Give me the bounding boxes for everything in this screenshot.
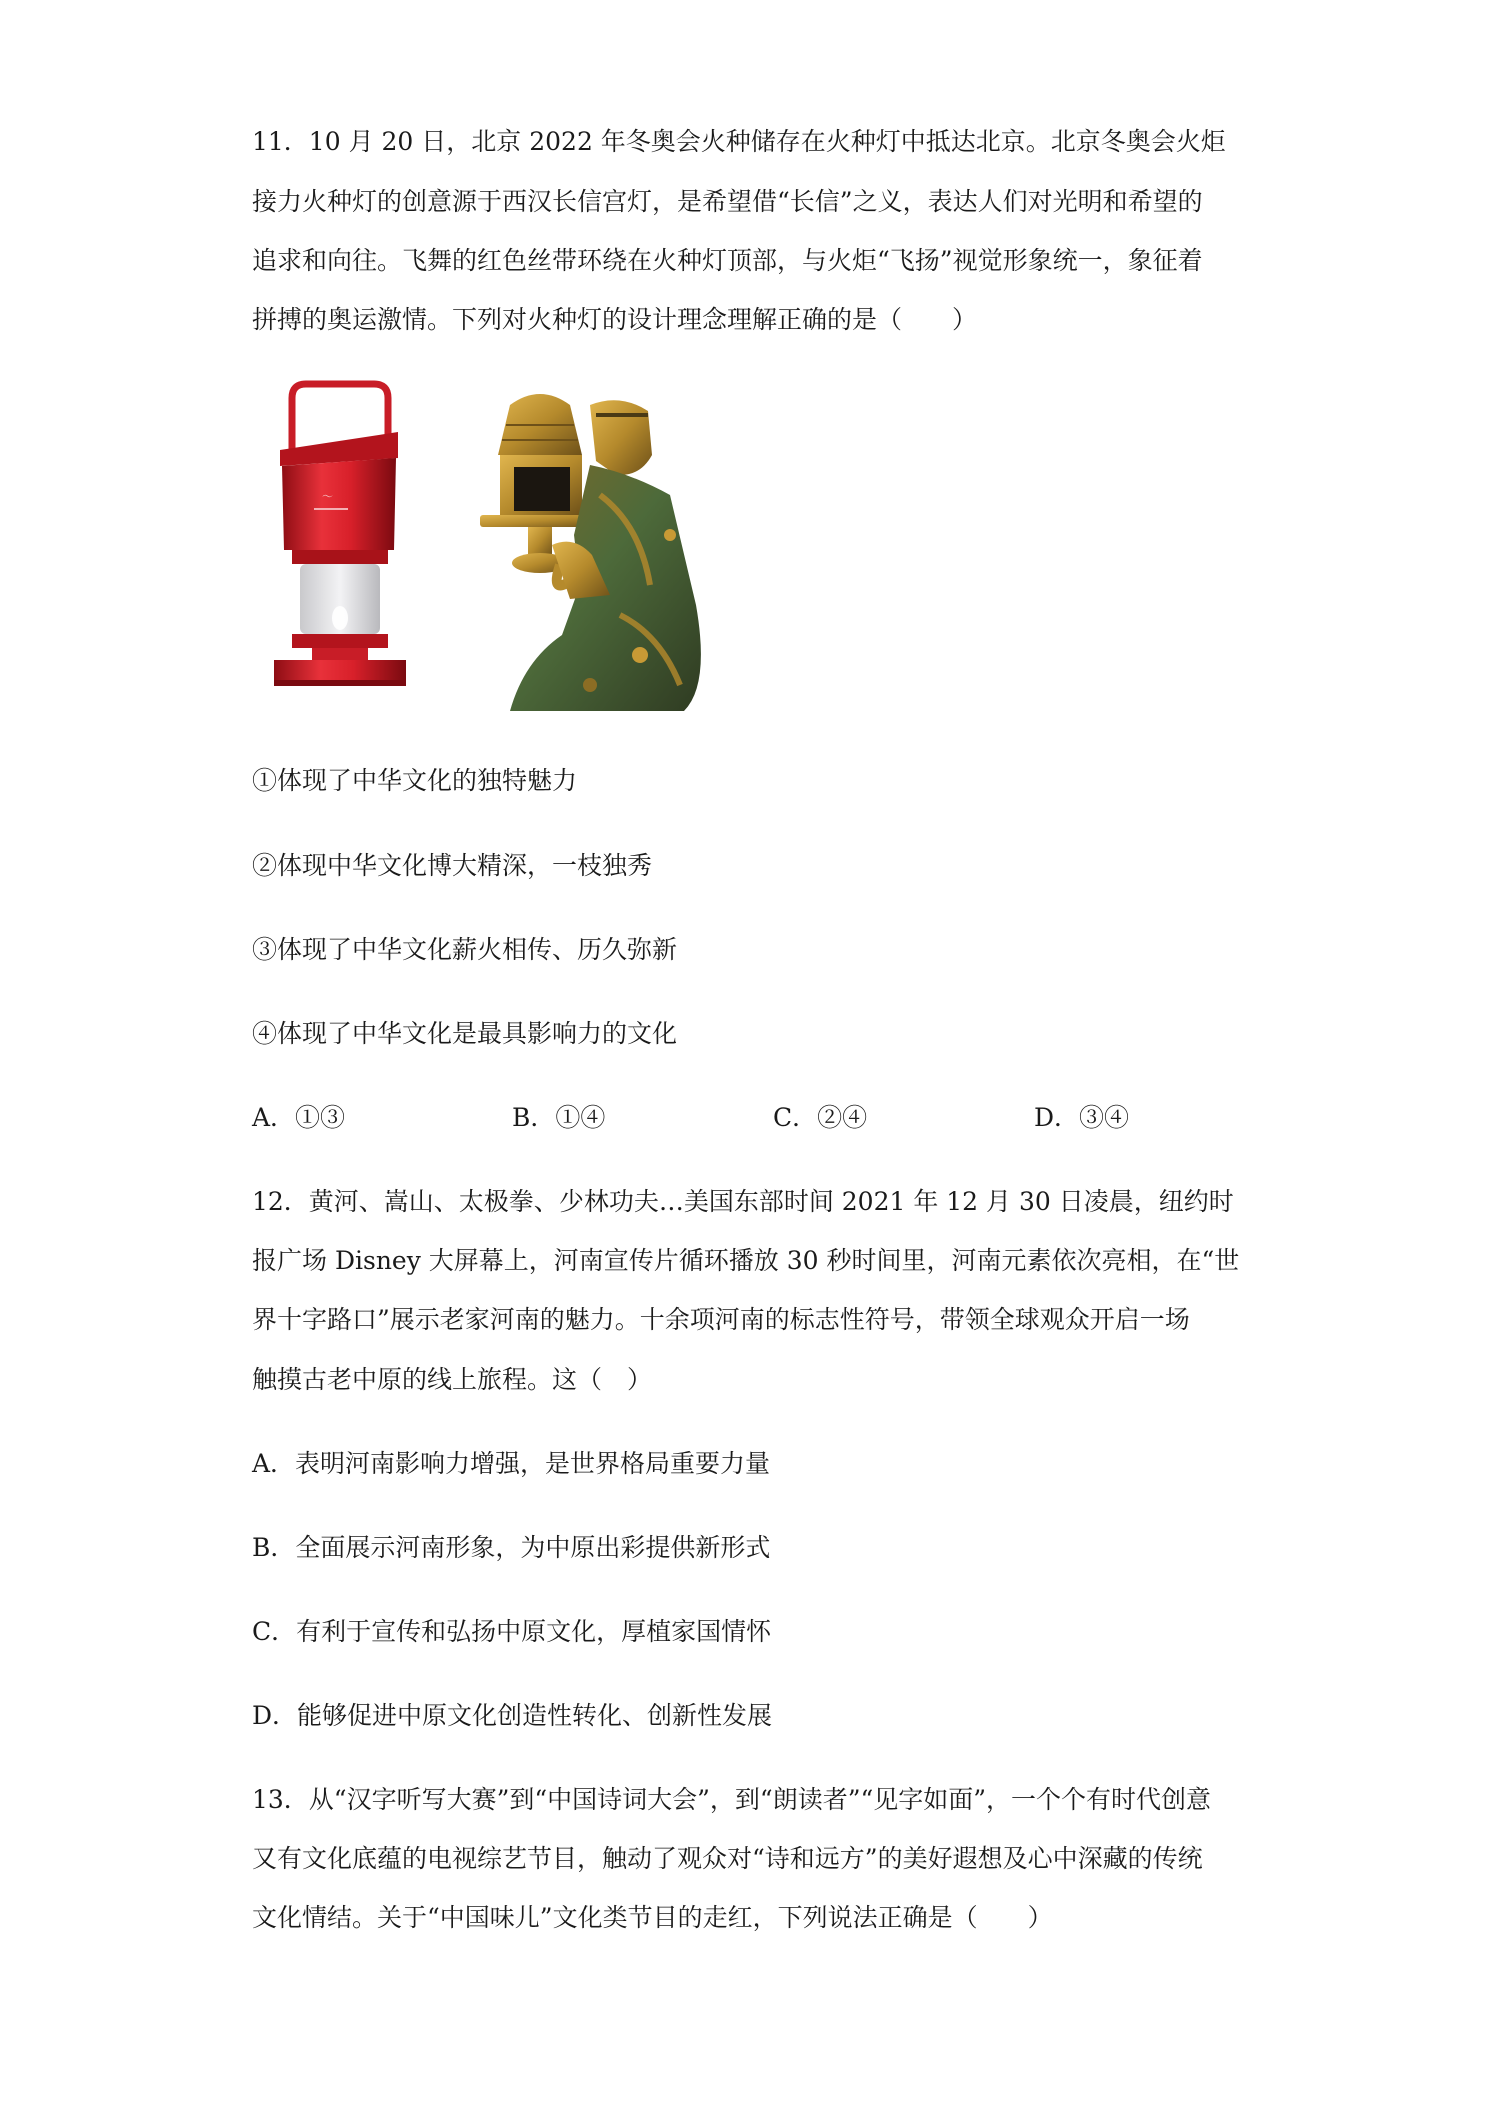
q12-stem-line: 12．黄河、嵩山、太极拳、少林功夫…美国东部时间 2021 年 12 月 30 日凌晨，纽约时 bbox=[252, 1187, 1234, 1216]
q12-option-a[interactable]: A．表明河南影响力增强，是世界格局重要力量 bbox=[252, 1449, 771, 1478]
q11-stem-line: 追求和向往。飞舞的红色丝带环绕在火种灯顶部，与火炬“飞扬”视觉形象统一，象征着 bbox=[252, 246, 1203, 275]
q11-option-b[interactable]: B．①④ bbox=[512, 1103, 606, 1132]
q12-stem-line: 界十字路口”展示老家河南的魅力。十余项河南的标志性符号，带领全球观众开启一场 bbox=[252, 1305, 1190, 1334]
q13-stem-line: 又有文化底蕴的电视综艺节目，触动了观众对“诗和远方”的美好遐想及心中深藏的传统 bbox=[252, 1844, 1203, 1873]
q11-option-a[interactable]: A．①③ bbox=[252, 1103, 346, 1132]
q11-option-c[interactable]: C．②④ bbox=[773, 1103, 868, 1132]
q11-statement: ④体现了中华文化是最具影响力的文化 bbox=[252, 1019, 678, 1048]
q12-stem-line: 报广场 Disney 大屏幕上，河南宣传片循环播放 30 秒时间里，河南元素依次亮相，在“世 bbox=[252, 1246, 1240, 1275]
q11-stem-line: 接力火种灯的创意源于西汉长信宫灯，是希望借“长信”之义，表达人们对光明和希望的 bbox=[252, 187, 1203, 216]
q11-stem-line: 拼搏的奥运激情。下列对火种灯的设计理念理解正确的是（ ） bbox=[252, 305, 978, 334]
q12-option-b[interactable]: B．全面展示河南形象，为中原出彩提供新形式 bbox=[252, 1533, 771, 1562]
q13-stem-line: 文化情结。关于“中国味儿”文化类节目的走红，下列说法正确是（ ） bbox=[252, 1903, 1053, 1932]
torch-lantern-image bbox=[270, 380, 410, 700]
q12-option-c[interactable]: C．有利于宣传和弘扬中原文化，厚植家国情怀 bbox=[252, 1617, 772, 1646]
q12-option-d[interactable]: D．能够促进中原文化创造性转化、创新性发展 bbox=[252, 1701, 773, 1730]
changxin-palace-lamp-image bbox=[470, 385, 720, 715]
q11-stem-line: 11．10 月 20 日，北京 2022 年冬奥会火种储存在火种灯中抵达北京。北京冬奥会火炬 bbox=[252, 127, 1226, 156]
q11-statement: ③体现了中华文化薪火相传、历久弥新 bbox=[252, 935, 678, 964]
q11-statement: ②体现中华文化博大精深，一枝独秀 bbox=[252, 851, 653, 880]
q12-stem-line: 触摸古老中原的线上旅程。这（ ） bbox=[252, 1365, 653, 1394]
svg-text:〜: 〜 bbox=[322, 490, 333, 503]
q11-statement: ①体现了中华文化的独特魅力 bbox=[252, 766, 578, 795]
q13-stem-line: 13．从“汉字听写大赛”到“中国诗词大会”，到“朗读者”“见字如面”，一个个有时代创意 bbox=[252, 1785, 1212, 1814]
q11-option-d[interactable]: D．③④ bbox=[1034, 1103, 1130, 1132]
